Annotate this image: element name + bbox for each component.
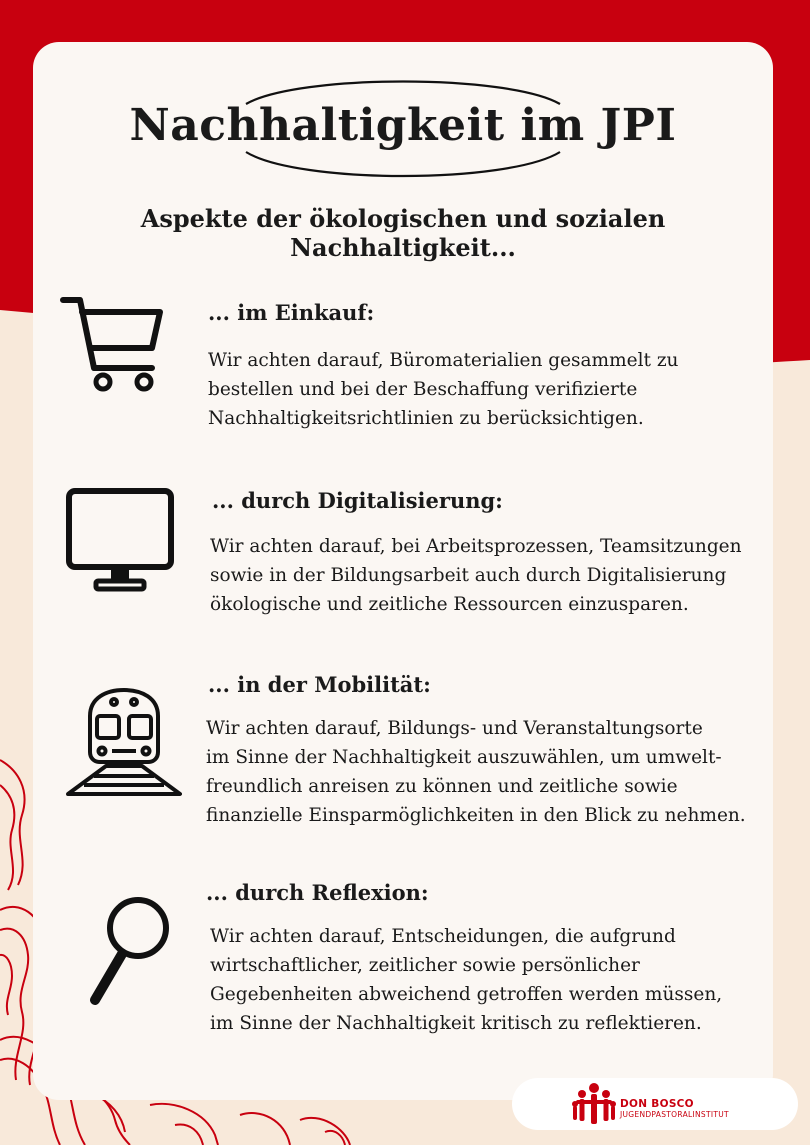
- text-line: sowie in der Bildungsarbeit auch durch Digitalisierung: [210, 565, 727, 586]
- text-line: Wir achten darauf, Büromaterialien gesammelt zu: [208, 350, 679, 371]
- monitor-icon: [66, 488, 174, 596]
- text-line: finanzielle Einsparmöglichkeiten in den Blick zu nehmen.: [206, 805, 746, 826]
- section-text: [206, 714, 746, 830]
- text-line: im Sinne der Nachhaltigkeit kritisch zu reflektieren.: [210, 1013, 702, 1034]
- section-text: [208, 346, 678, 433]
- don-bosco-logo: [512, 1078, 798, 1130]
- section-heading: ... in der Mobilität:: [208, 672, 431, 697]
- text-line: im Sinne der Nachhaltigkeit auszuwählen, um umwelt-: [206, 747, 722, 768]
- shopping-cart-icon: [60, 296, 166, 394]
- text-line: bestellen und bei der Beschaffung verifizierte: [208, 379, 638, 400]
- section-heading: ... im Einkauf:: [208, 300, 375, 325]
- section-heading: ... durch Reflexion:: [206, 880, 429, 905]
- text-line: Wir achten darauf, bei Arbeitsprozessen, Teamsitzungen: [210, 536, 742, 557]
- magnifier-icon: [88, 894, 174, 1006]
- text-line: Nachhaltigkeitsrichtlinien zu berücksichtigen.: [208, 408, 644, 429]
- text-line: Wir achten darauf, Bildungs- und Veranstaltungsorte: [206, 718, 703, 739]
- train-icon: [66, 686, 182, 798]
- section-text: [210, 532, 742, 619]
- don-bosco-figures-icon: [572, 1082, 616, 1126]
- text-line: Gegebenheiten abweichend getroffen werden müssen,: [210, 984, 723, 1005]
- page-title: Nachhaltigkeit im JPI: [129, 100, 677, 151]
- page-subtitle: Aspekte der ökologischen und sozialen Nachhaltigkeit...: [140, 204, 666, 262]
- title-block: [33, 62, 773, 192]
- logo-name: DON BOSCO: [620, 1098, 694, 1110]
- section-text: [210, 922, 722, 1038]
- text-line: freundlich anreisen zu können und zeitliche sowie: [206, 776, 678, 797]
- logo-subtitle: JUGENDPASTORALINSTITUT: [620, 1110, 729, 1119]
- text-line: wirtschaftlicher, zeitlicher sowie persönlicher: [210, 955, 640, 976]
- text-line: ökologische und zeitliche Ressourcen einzusparen.: [210, 594, 689, 615]
- text-line: Wir achten darauf, Entscheidungen, die aufgrund: [210, 926, 676, 947]
- section-heading: ... durch Digitalisierung:: [212, 488, 503, 513]
